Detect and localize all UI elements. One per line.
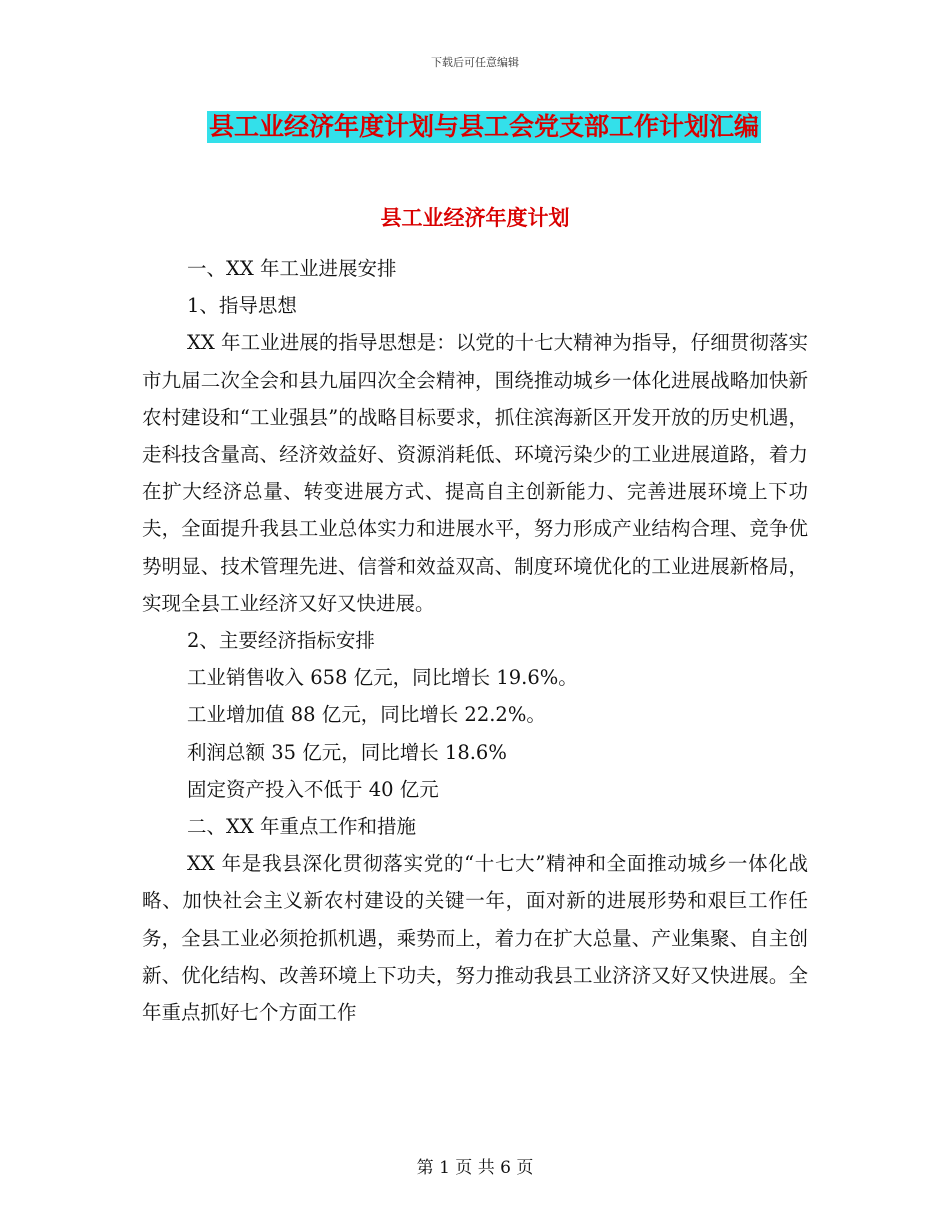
header-note: 下载后可任意编辑 [431,56,519,69]
paragraph-guiding-ideology: XX 年工业进展的指导思想是：以党的十七大精神为指导，仔细贯彻落实市九届二次全会和县九届四次全会精神，围绕推动城乡一体化进展战略加快新农村建设和“工业强县”的战略目标要求，抓住滨海新区开发开放的历史机遇，走科技含量高、经济效益好、资源消耗低、环境污染少的工业进展道路，着力在扩大经济总量、转变进展方式、提高自主创新能力、完善进展环境上下功夫，全面提升我县工业总体实力和进展水平，努力形成产业结构合理、竞争优势明显、技术管理先进、信誉和效益双高、制度环境优化的工业进展新格局，实现全县工业经济又好又快进展。 [142,331,808,615]
heading-part-two: 二、XX 年重点工作和措施 [187,815,416,839]
indicator-fixed-investment: 固定资产投入不低于 40 亿元 [187,777,439,801]
section-title: 县工业经济年度计划 [380,205,570,230]
document-body [142,250,808,1031]
indicator-sales-revenue: 工业销售收入 658 亿元，同比增长 19.6%。 [187,666,578,690]
page-number-footer: 第 1 页 共 6 页 [416,1158,534,1178]
indicator-value-added: 工业增加值 88 亿元，同比增长 22.2%。 [187,703,546,727]
paragraph-key-work: XX 年是我县深化贯彻落实党的“十七大”精神和全面推动城乡一体化战略、加快社会主义新农村建设的关键一年，面对新的进展形势和艰巨工作任务，全县工业必须抢抓机遇，乘势而上，着力在扩大总量、产业集聚、自主创新、优化结构、改善环境上下功夫，努力推动我县工业济济又好又快进展。全年重点抓好七个方面工作 [142,852,808,1025]
indicator-total-profit: 利润总额 35 亿元，同比增长 18.6% [187,740,507,764]
heading-part-one: 一、XX 年工业进展安排 [187,257,397,280]
heading-economic-indicators: 2、主要经济指标安排 [187,629,375,653]
document-title: 县工业经济年度计划与县工会党支部工作计划汇编 [209,112,760,141]
heading-guiding-ideology: 1、指导思想 [187,294,297,318]
